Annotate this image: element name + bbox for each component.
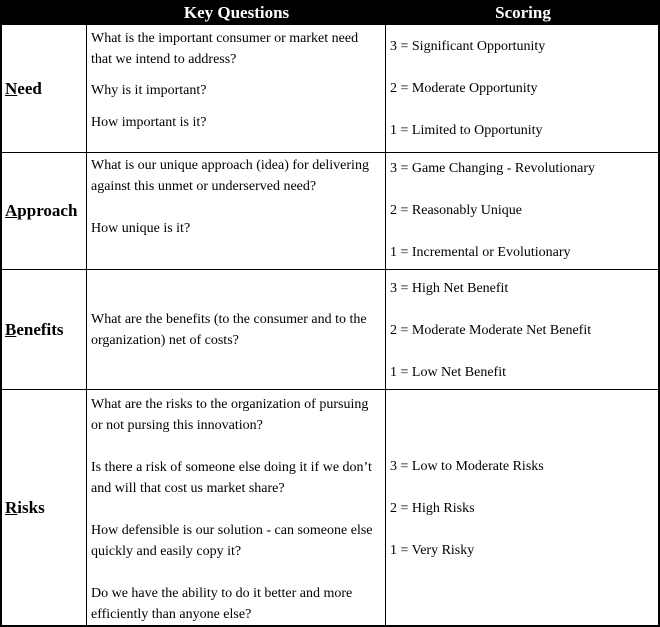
scores-approach — [386, 153, 658, 269]
question: What are the benefits (to the consumer and to the organization) net of costs? — [91, 311, 367, 348]
row-label-risks: R isks — [5, 497, 45, 517]
divider-col-1 — [86, 25, 87, 626]
divider-col-2 — [385, 25, 386, 626]
table-row-risks — [0, 390, 660, 625]
question: Why is it important? — [91, 83, 207, 98]
divider-row-1 — [0, 152, 660, 153]
questions-benefits — [87, 270, 386, 389]
table-row-benefits — [0, 270, 660, 389]
score-line: 1 = Incremental or Evolutionary — [390, 245, 571, 260]
question: Do we have the ability to do it better and more efficiently than anyone else? — [91, 586, 353, 622]
score-line: 1 = Limited to Opportunity — [390, 123, 543, 138]
row-label-benefits: B enefits — [5, 319, 64, 339]
score-line: 3 = Game Changing - Revolutionary — [390, 161, 596, 176]
header-scoring: Scoring — [495, 3, 551, 22]
question: How defensible is our solution - can someone else quickly and easily copy it? — [91, 523, 373, 559]
table-row-approach — [0, 153, 660, 269]
row-label-approach: A pproach — [5, 201, 78, 220]
score-line: 2 = Moderate Opportunity — [390, 81, 538, 96]
border-left — [0, 0, 2, 627]
questions-approach — [87, 153, 386, 269]
score-line: 1 = Low Net Benefit — [390, 365, 506, 380]
score-line: 3 = Significant Opportunity — [390, 39, 546, 54]
question: What are the risks to the organization of pursuing or not pursing this innovation? — [91, 397, 369, 433]
row-label-need: N eed — [5, 79, 42, 98]
question: What is the important consumer or market need that we intend to address? — [91, 31, 359, 67]
question: Is there a risk of someone else doing it if we don’t and will that cost us market share? — [91, 460, 372, 496]
score-line: 2 = Reasonably Unique — [390, 203, 522, 218]
question: How unique is it? — [91, 221, 191, 236]
questions-risks — [87, 390, 386, 625]
score-line: 2 = High Risks — [390, 501, 475, 516]
divider-row-2 — [0, 269, 660, 270]
header-key-questions: Key Questions — [183, 3, 290, 22]
score-line: 1 = Very Risky — [390, 543, 475, 558]
table-row-need — [0, 26, 660, 152]
question: How important is it? — [91, 115, 207, 130]
table-header — [0, 0, 660, 25]
score-line: 2 = Moderate Moderate Net Benefit — [390, 323, 592, 338]
score-line: 3 = Low to Moderate Risks — [390, 459, 544, 474]
questions-need — [87, 26, 386, 152]
score-line: 3 = High Net Benefit — [390, 281, 509, 296]
scores-need — [386, 26, 658, 152]
question: What is our unique approach (idea) for delivering against this unmet or underserved need? — [91, 158, 369, 194]
divider-row-3 — [0, 389, 660, 390]
scores-risks — [386, 390, 658, 625]
scores-benefits — [386, 270, 658, 389]
